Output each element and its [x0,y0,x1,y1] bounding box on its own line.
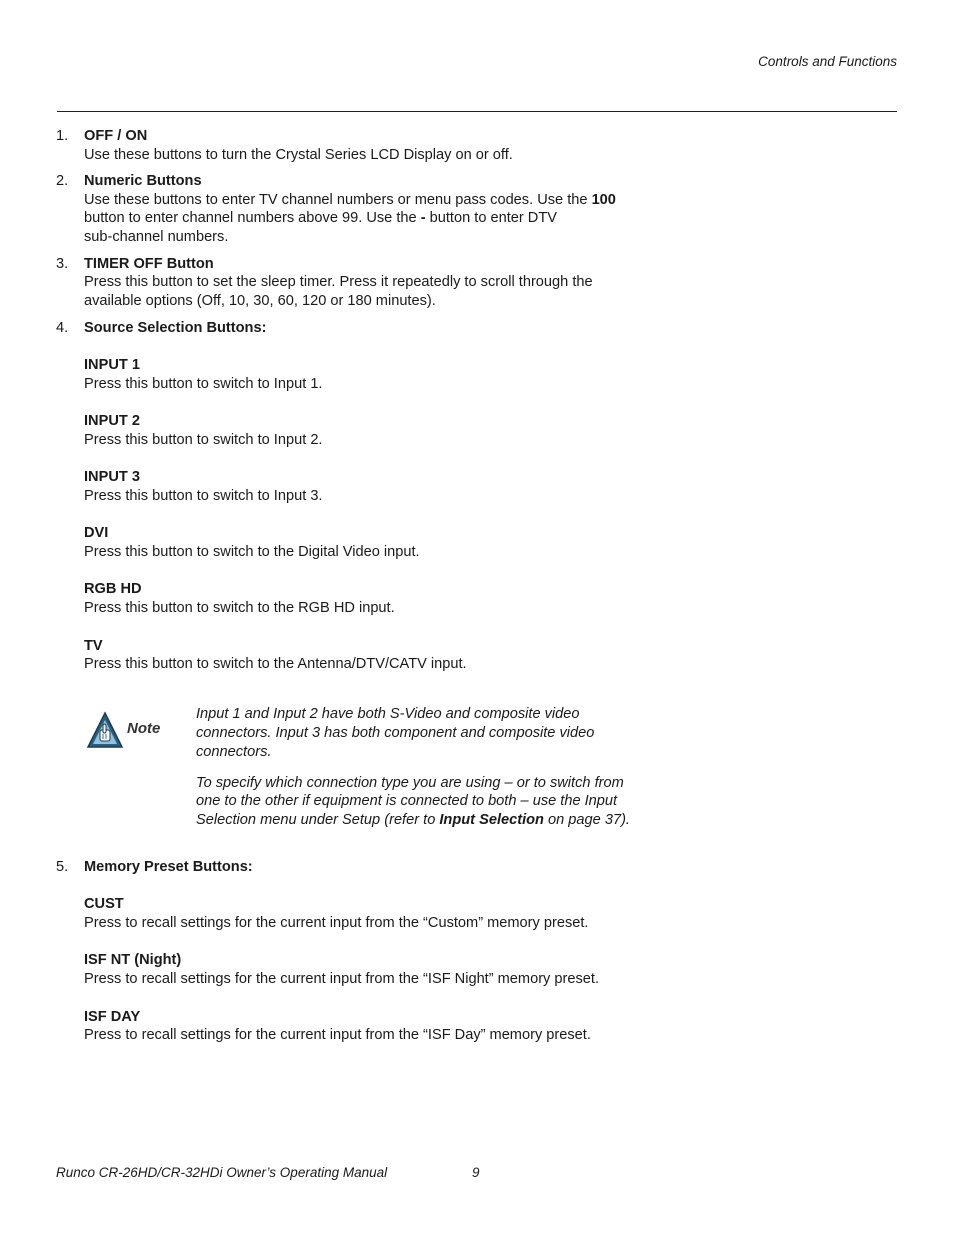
preset-desc: Press to recall settings for the current input from the “Custom” memory preset. [84,915,589,931]
source-desc: Press this button to switch to Input 3. [84,488,323,504]
note-label: Note [127,720,161,737]
item-title-numeric-buttons: Numeric Buttons [84,173,202,189]
item-title-memory-preset: Memory Preset Buttons: [84,859,253,875]
item-desc-line: Press this button to set the sleep timer. Press it repeatedly to scroll through the [84,274,593,290]
preset-desc: Press to recall settings for the current input from the “ISF Day” memory preset. [84,1027,591,1043]
footer-manual-title: Runco CR-26HD/CR-32HDi Owner’s Operating Manual [56,1165,388,1180]
item-desc-line: sub-channel numbers. [84,229,229,245]
item-desc-line [84,191,664,210]
note-text: on page 37). [543,812,630,828]
note-line: connectors. [196,744,272,760]
note-hand-icon [86,711,124,749]
item-number: 3. [56,256,69,272]
source-title: TV [84,638,103,654]
source-title: RGB HD [84,581,142,597]
dash-button-glyph: - [420,210,426,226]
source-desc: Press this button to switch to Input 1. [84,376,323,392]
source-desc: Press this button to switch to the RGB HD input. [84,600,395,616]
preset-title: ISF NT (Night) [84,952,182,968]
note-line: connectors. Input 3 has both component and composite video [196,725,595,741]
source-desc: Press this button to switch to the Antenna/DTV/CATV input. [84,656,467,672]
source-title: INPUT 3 [84,469,140,485]
source-title: DVI [84,525,109,541]
item-number: 5. [56,859,69,875]
source-desc: Press this button to switch to the Digital Video input. [84,544,420,560]
item-number: 2. [56,173,69,189]
item-title-timer-off: TIMER OFF Button [84,256,214,272]
note-line: To specify which connection type you are using – or to switch from [196,775,624,791]
item-title-source-selection: Source Selection Buttons: [84,320,267,336]
source-title: INPUT 2 [84,413,140,429]
desc-text: button to enter channel numbers above 99. Use the [84,210,421,226]
source-desc: Press this button to switch to Input 2. [84,432,323,448]
item-desc-line: available options (Off, 10, 30, 60, 120 or 180 minutes). [84,293,436,309]
preset-title: ISF DAY [84,1009,141,1025]
desc-text: button to enter DTV [425,210,557,226]
preset-title: CUST [84,896,124,912]
running-header: Controls and Functions [758,54,897,69]
desc-bold: 100 [591,192,616,208]
note-line [196,811,666,830]
note-line: one to the other if equipment is connected to both – use the Input [196,793,618,809]
item-title-off-on: OFF / ON [84,128,148,144]
header-divider [57,111,897,112]
note-line: Input 1 and Input 2 have both S-Video and composite video [196,706,580,722]
source-title: INPUT 1 [84,357,140,373]
item-desc: Use these buttons to turn the Crystal Series LCD Display on or off. [84,147,513,163]
item-desc-line [84,209,664,228]
input-selection-reference: Input Selection [439,812,544,828]
item-number: 1. [56,128,69,144]
item-number: 4. [56,320,69,336]
desc-text: Use these buttons to enter TV channel numbers or menu pass codes. Use the [84,192,592,208]
note-text: Selection menu under Setup (refer to [196,812,440,828]
page-number: 9 [472,1165,480,1180]
preset-desc: Press to recall settings for the current input from the “ISF Night” memory preset. [84,971,600,987]
